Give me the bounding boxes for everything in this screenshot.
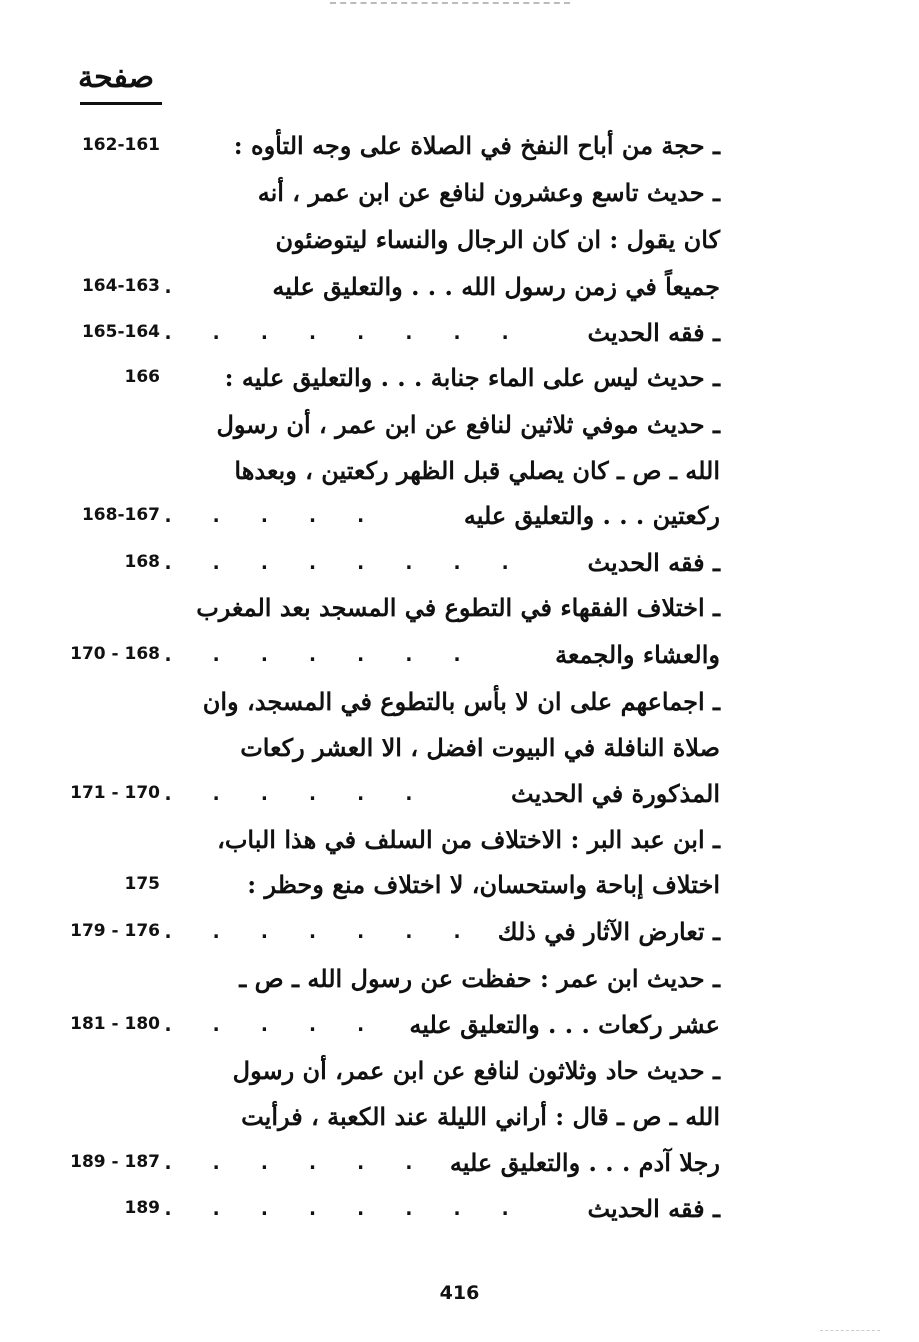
toc-page-range: 189 <box>124 1198 160 1218</box>
toc-entry-text: ـ اختلاف الفقهاء في التطوع في المسجد بعد المغرب <box>196 593 720 622</box>
toc-entry-line <box>70 817 720 863</box>
toc-page-range: 168-167 <box>81 505 160 525</box>
toc-entry-line <box>70 355 720 401</box>
toc-leader-dots: . . . . . . <box>162 1150 415 1174</box>
toc-entry-text: رجلا آدم . . . والتعليق عليه <box>449 1148 720 1177</box>
toc-entry-text: ـ فقه الحديث <box>587 318 720 347</box>
toc-entry-text: ركعتين . . . والتعليق عليه <box>463 501 720 530</box>
toc-entry-line <box>70 1140 720 1186</box>
toc-entry-text: صلاة النافلة في البيوت افضل ، الا العشر ركعات <box>240 733 720 762</box>
toc-entry-text: ـ ابن عبد البر : الاختلاف من السلف في هذا الباب، <box>217 825 720 854</box>
toc-entry-text: ـ حديث ابن عمر : حفظت عن رسول الله ـ ص ـ <box>239 964 720 993</box>
page-number: 416 <box>439 1282 480 1304</box>
toc-entry-line <box>70 956 720 1002</box>
toc-entry-line <box>70 679 720 725</box>
toc-entry-line <box>70 402 720 448</box>
toc-entry-line <box>70 1094 720 1140</box>
header-underline <box>80 102 162 105</box>
toc-entry-text: ـ فقه الحديث <box>587 1194 720 1223</box>
toc-entry-line <box>70 725 720 771</box>
toc-leader-dots: . . . . . . . . <box>162 550 512 574</box>
toc-leader-dots: . . . . . . . . <box>162 320 512 344</box>
toc-leader-dots: . <box>162 274 175 298</box>
toc-entry-line <box>70 632 720 678</box>
toc-page-range: 181 - 180 <box>70 1014 160 1034</box>
toc-leader-dots: . . . . . <box>162 1012 367 1036</box>
toc-page-range: 171 - 170 <box>70 783 160 803</box>
toc-entry-line <box>70 585 720 631</box>
toc-entry-text: ـ حجة من أباح النفخ في الصلاة على وجه التأوه : <box>233 131 720 160</box>
toc-page-range: 168 <box>124 552 160 572</box>
toc-page-range: 189 - 187 <box>70 1152 160 1172</box>
toc-leader-dots: . . . . . . <box>162 781 415 805</box>
toc-entry-text: المذكورة في الحديث <box>511 779 720 808</box>
toc-entry-line <box>70 1002 720 1048</box>
toc-leader-dots: . . . . . . . <box>162 919 464 943</box>
toc-entry-text: ـ فقه الحديث <box>587 548 720 577</box>
toc-entry-text: ـ حديث حاد وثلاثون لنافع عن ابن عمر، أن رسول <box>232 1056 720 1085</box>
toc-entry-line <box>70 1048 720 1094</box>
toc-entry-text: ـ تعارض الآثار في ذلك <box>497 917 720 946</box>
toc-page-range: 162-161 <box>81 135 160 155</box>
toc-entry-line <box>70 1186 720 1232</box>
toc-entry-text: والعشاء والجمعة <box>555 640 720 669</box>
toc-entry-line <box>70 862 720 908</box>
scan-bottom-marks <box>820 1330 880 1331</box>
toc-entry-line <box>70 310 720 356</box>
toc-leader-dots: . . . . . . . . <box>162 1196 512 1220</box>
toc-leader-dots: . . . . . <box>162 503 367 527</box>
toc-entry-text: ـ اجماعهم على ان لا بأس بالتطوع في المسجد، وان <box>202 687 720 716</box>
toc-entry-text: عشر ركعات . . . والتعليق عليه <box>409 1010 720 1039</box>
toc-entry-line <box>70 217 720 263</box>
toc-entry-text: جميعاً في زمن رسول الله . . . والتعليق عليه <box>272 272 720 301</box>
toc-entry-line <box>70 264 720 310</box>
toc-page-range: 179 - 176 <box>70 921 160 941</box>
toc-entry-text: اختلاف إباحة واستحسان، لا اختلاف منع وحظر : <box>247 870 720 899</box>
toc-entry-text: الله ـ ص ـ كان يصلي قبل الظهر ركعتين ، وبعدها <box>234 456 720 485</box>
column-header: صفحة <box>78 60 155 95</box>
toc-entry-line <box>70 909 720 955</box>
toc-page-range: 175 <box>124 874 160 894</box>
toc-entry-text: كان يقول : ان كان الرجال والنساء ليتوضئون <box>275 225 720 254</box>
toc-page-range: 164-163 <box>81 276 160 296</box>
toc-entry-text: ـ حديث تاسع وعشرون لنافع عن ابن عمر ، أنه <box>257 178 720 207</box>
toc-page-range: 165-164 <box>81 322 160 342</box>
toc-entry-text: ـ حديث ليس على الماء جنابة . . . والتعليق عليه : <box>224 363 720 392</box>
toc-entry-line <box>70 170 720 216</box>
toc-leader-dots: . . . . . . . <box>162 642 464 666</box>
toc-entry-text: ـ حديث موفي ثلاثين لنافع عن ابن عمر ، أن رسول <box>216 410 720 439</box>
toc-entry-line <box>70 540 720 586</box>
scan-top-marks <box>330 2 570 10</box>
toc-entry-line <box>70 771 720 817</box>
toc-entry-text: الله ـ ص ـ قال : أراني الليلة عند الكعبة ، فرأيت <box>241 1102 720 1131</box>
toc-page-range: 166 <box>124 367 160 387</box>
toc-entry-line <box>70 493 720 539</box>
toc-entry-line <box>70 123 720 169</box>
toc-page-range: 170 - 168 <box>70 644 160 664</box>
toc-entry-line <box>70 448 720 494</box>
